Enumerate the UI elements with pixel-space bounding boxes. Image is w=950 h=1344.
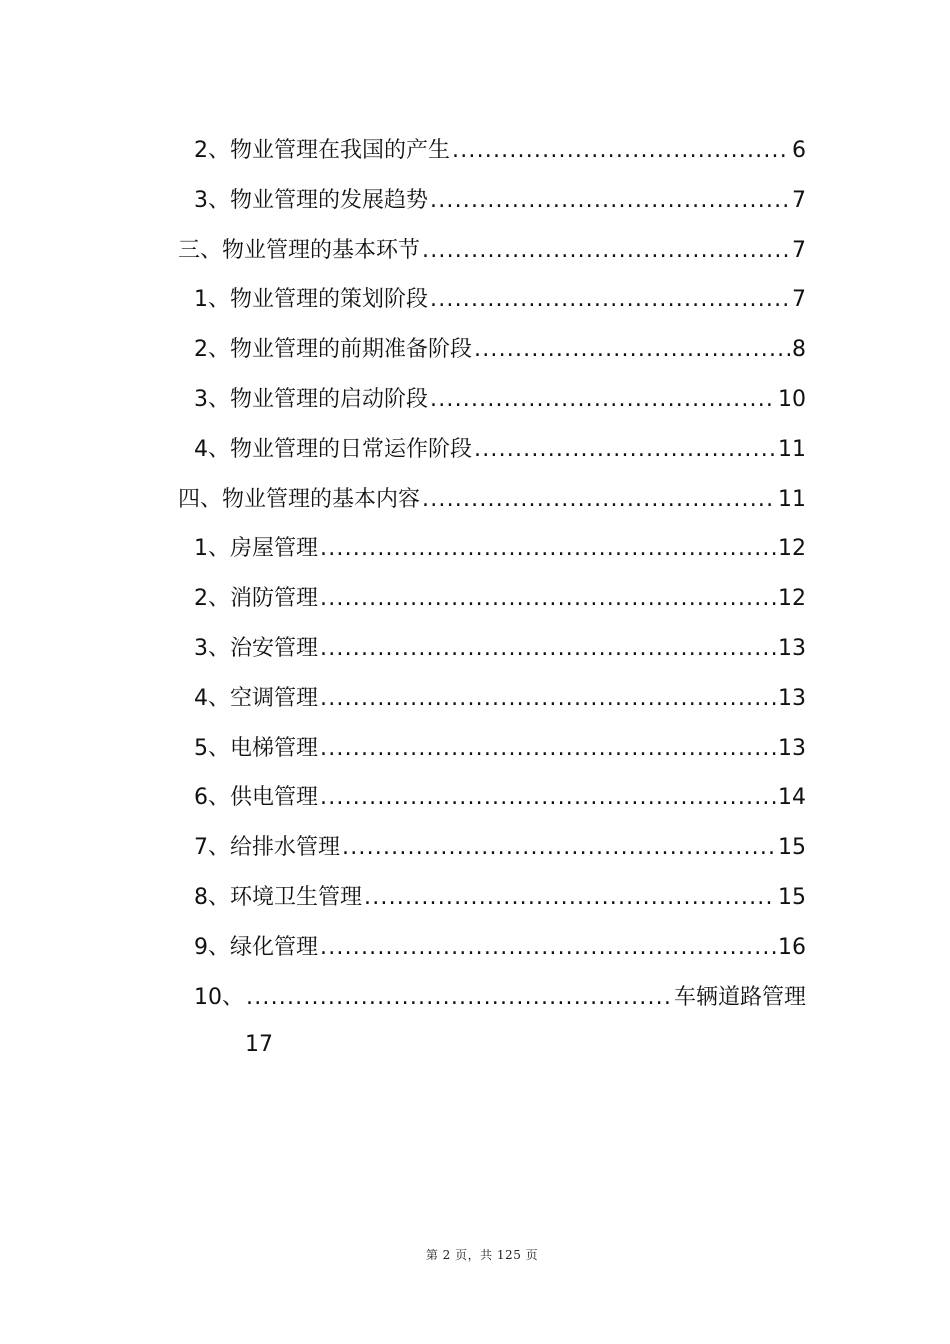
toc-entry-title: 3、治安管理	[194, 635, 318, 661]
toc-entry[interactable]	[0, 724, 950, 774]
toc-entry[interactable]	[0, 126, 950, 176]
toc-leader-dots	[320, 923, 776, 973]
toc-entry-page: 13	[778, 735, 806, 761]
toc-entry-page: 6	[792, 138, 806, 163]
toc-entry-title: 1、房屋管理	[194, 536, 318, 562]
toc-entry-title: 4、空调管理	[194, 685, 318, 711]
toc-entry-title: 3、物业管理的启动阶段	[194, 386, 428, 412]
toc-entry[interactable]	[0, 226, 950, 276]
toc-entry-title: 7、给排水管理	[194, 835, 340, 861]
toc-leader-dots	[474, 325, 790, 375]
toc-entry-title: 9、绿化管理	[194, 934, 318, 960]
toc-entry[interactable]	[0, 325, 950, 375]
toc-entry-title: 三、物业管理的基本环节	[178, 237, 421, 263]
toc-entry-title: 5、电梯管理	[194, 735, 318, 761]
toc-entry-page: 车辆道路管理	[673, 984, 806, 1010]
toc-entry[interactable]	[0, 823, 950, 873]
toc-entry[interactable]	[0, 176, 950, 226]
toc-leader-dots	[430, 275, 790, 325]
toc-entry-page: 15	[778, 835, 806, 861]
toc-entry-title: 10、	[194, 984, 244, 1010]
toc-entry-title: 2、消防管理	[194, 586, 318, 612]
toc-entry-title: 2、物业管理的前期准备阶段	[194, 337, 472, 363]
toc-entry[interactable]	[0, 375, 950, 425]
toc-entry-page: 16	[778, 934, 806, 960]
toc-leader-dots	[430, 375, 776, 425]
toc-entry-page: 11	[778, 486, 806, 512]
toc-entry-title: 3、物业管理的发展趋势	[194, 187, 428, 213]
toc-leader-dots	[342, 823, 776, 873]
toc-entry-page: 12	[778, 536, 806, 562]
toc-leader-dots	[320, 524, 776, 574]
page-footer: 第 2 页，共 125 页	[425, 1248, 539, 1262]
toc-leader-dots	[422, 475, 776, 525]
toc-leader-dots	[430, 176, 790, 226]
toc-entry-title: 8、环境卫生管理	[194, 884, 362, 910]
toc-leader-dots	[320, 574, 776, 624]
toc-leader-dots	[474, 425, 776, 475]
toc-entry-page: 10	[778, 386, 806, 412]
toc-entry-page: 13	[778, 635, 806, 661]
toc-leader-dots	[246, 973, 672, 1023]
toc-entry-title: 2、物业管理在我国的产生	[194, 138, 450, 163]
toc-entry[interactable]	[0, 674, 950, 724]
toc-entry[interactable]	[0, 773, 950, 823]
toc-entry-page: 7	[792, 237, 806, 263]
toc-entry-page: 15	[778, 884, 806, 910]
toc-entry-title: 6、供电管理	[194, 785, 318, 811]
toc-entry[interactable]	[0, 475, 950, 525]
toc-entry[interactable]	[0, 524, 950, 574]
toc-entry-page: 12	[778, 586, 806, 612]
toc-wrapped-page-number: 17	[245, 1032, 273, 1057]
toc-entry-title: 四、物业管理的基本内容	[178, 486, 421, 512]
toc-entry[interactable]	[0, 973, 950, 1023]
table-of-contents	[0, 126, 950, 1022]
toc-entry[interactable]	[0, 923, 950, 973]
toc-leader-dots	[422, 226, 790, 276]
toc-entry[interactable]	[0, 275, 950, 325]
toc-leader-dots	[320, 773, 776, 823]
toc-entry-page: 7	[792, 187, 806, 213]
toc-entry-page: 11	[778, 436, 806, 462]
toc-entry-page: 7	[792, 287, 806, 313]
toc-leader-dots	[320, 724, 776, 774]
toc-leader-dots	[452, 126, 790, 176]
toc-entry[interactable]	[0, 873, 950, 923]
toc-leader-dots	[320, 674, 776, 724]
toc-entry[interactable]	[0, 624, 950, 674]
toc-leader-dots	[320, 624, 776, 674]
toc-leader-dots	[364, 873, 776, 923]
toc-entry-title: 1、物业管理的策划阶段	[194, 287, 428, 313]
toc-entry-page: 13	[778, 685, 806, 711]
toc-entry[interactable]	[0, 425, 950, 475]
toc-entry[interactable]	[0, 574, 950, 624]
toc-entry-page: 14	[778, 785, 806, 811]
toc-entry-page: 8	[792, 337, 806, 363]
toc-entry-title: 4、物业管理的日常运作阶段	[194, 436, 472, 462]
